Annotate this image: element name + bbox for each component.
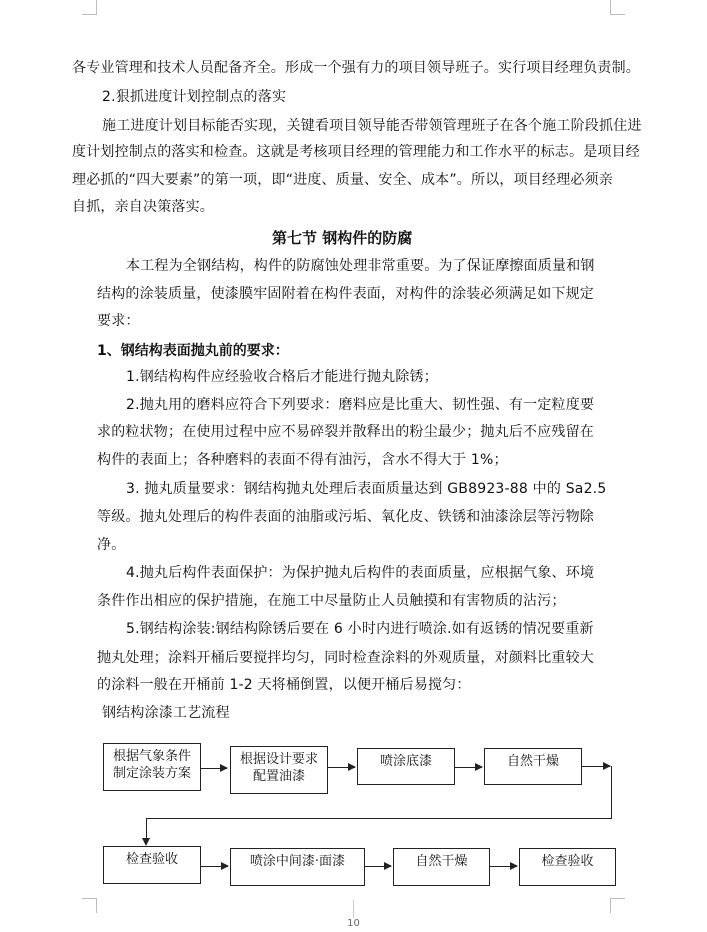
paragraph-line: 的涂料一般在开桶前 1-2 天将桶倒置，以便开桶后易搅匀：: [97, 677, 471, 693]
paragraph-line: 求的粒状物；在使用过程中应不易碎裂并散释出的粉尘最少；抛丸后不应残留在: [97, 424, 594, 440]
paragraph-line: 构件的表面上；各种磨料的表面不得有油污，含水不得大于 1%；: [97, 452, 508, 468]
flow-connector: [146, 818, 147, 840]
flow-arrow: [490, 866, 517, 867]
flow-connector: [146, 818, 612, 819]
paragraph-line: 3. 抛丸质量要求：钢结构抛丸处理后表面质量达到 GB8923-88 中的 Sa2.5: [126, 481, 607, 497]
page-number: 10: [347, 918, 360, 929]
flow-arrow: [201, 768, 227, 769]
flow-step-label: 喷涂底漆: [379, 754, 432, 769]
flow-step-5: [103, 846, 201, 884]
requirements-heading: 1、钢结构表面抛丸前的要求：: [97, 343, 289, 359]
flow-step-label: 自然干燥: [506, 754, 559, 769]
paragraph-line: 条件作出相应的保护措施，在施工中尽量防止人员触摸和有害物质的沾污；: [97, 593, 566, 609]
subheading: 2.狠抓进度计划控制点的落实: [102, 89, 287, 105]
flow-step-6: [230, 848, 365, 886]
flow-step-label: 自然干燥: [415, 854, 468, 869]
flow-step-label: 根据气象条件 制定涂装方案: [112, 749, 191, 781]
flow-connector: [611, 766, 612, 818]
paragraph-line: 自抓，亲自决策落实。: [72, 199, 214, 215]
crop-mark-top-right: [610, 0, 625, 15]
paragraph-line: 理必抓的“四大要素”的第一项，即“进度、质量、安全、成本”。所以，项目经理必须亲: [72, 172, 614, 188]
paragraph-line: 等级。抛丸处理后的构件表面的油脂或污垢、氧化皮、铁锈和油漆涂层等污物除: [97, 509, 594, 525]
crop-mark-bottom-left: [82, 898, 97, 913]
paragraph-line: 要求：: [97, 313, 140, 329]
flow-step-label: 喷涂中间漆·面漆: [249, 854, 346, 869]
crop-mark-bottom-right: [610, 898, 625, 913]
flow-arrow: [328, 767, 355, 768]
flow-step-7: [393, 848, 490, 886]
flow-arrow: [201, 866, 228, 867]
flow-connector: [582, 766, 610, 767]
flow-step-label: 检查验收: [125, 852, 178, 867]
paragraph-line: 1.钢结构构件应经验收合格后才能进行抛丸除锈；: [126, 369, 438, 385]
flow-step-label: 根据设计要求 配置油漆: [239, 752, 318, 784]
section-title: 第七节 钢构件的防腐: [272, 229, 413, 247]
flow-step-3: [357, 748, 455, 785]
flowchart-title: 钢结构涂漆工艺流程: [102, 705, 230, 721]
paragraph-line: 5.钢结构涂装:钢结构除锈后要在 6 小时内进行喷涂.如有返锈的情况要重新: [126, 621, 594, 637]
paragraph-line: 度计划控制点的落实和检查。这就是考核项目经理的管理能力和工作水平的标志。是项目经: [72, 144, 640, 160]
paragraph-line: 结构的涂装质量，使漆膜牢固附着在构件表面，对构件的涂装必须满足如下规定: [97, 286, 594, 302]
flow-step-2: [230, 746, 328, 794]
paragraph-line: 净。: [97, 537, 126, 553]
flow-arrow: [455, 767, 482, 768]
crop-mark-top-left: [82, 0, 97, 15]
paragraph-line: 4.抛丸后构件表面保护：为保护抛丸后构件的表面质量，应根据气象、环境: [126, 565, 595, 581]
paragraph-line: 2.抛丸用的磨料应符合下列要求：磨料应是比重大、韧性强、有一定粒度要: [126, 397, 595, 413]
flow-step-label: 检查验收: [541, 854, 594, 869]
paragraph-line: 施工进度计划目标能否实现，关键看项目领导能否带领管理班子在各个施工阶段抓住进: [102, 118, 642, 134]
center-mark: [353, 900, 354, 918]
flow-step-4: [484, 748, 582, 785]
flow-arrow-down: [142, 838, 150, 846]
flow-step-1: [103, 743, 201, 791]
flow-step-8: [519, 848, 616, 886]
paragraph-line: 各专业管理和技术人员配备齐全。形成一个强有力的项目领导班子。实行项目经理负责制。: [72, 60, 640, 76]
flow-arrow: [365, 866, 391, 867]
paragraph-line: 本工程为全钢结构，构件的防腐蚀处理非常重要。为了保证摩擦面质量和钢: [126, 258, 595, 274]
paragraph-line: 抛丸处理；涂料开桶后要搅拌均匀，同时检查涂料的外观质量，对颜料比重较大: [97, 650, 594, 666]
